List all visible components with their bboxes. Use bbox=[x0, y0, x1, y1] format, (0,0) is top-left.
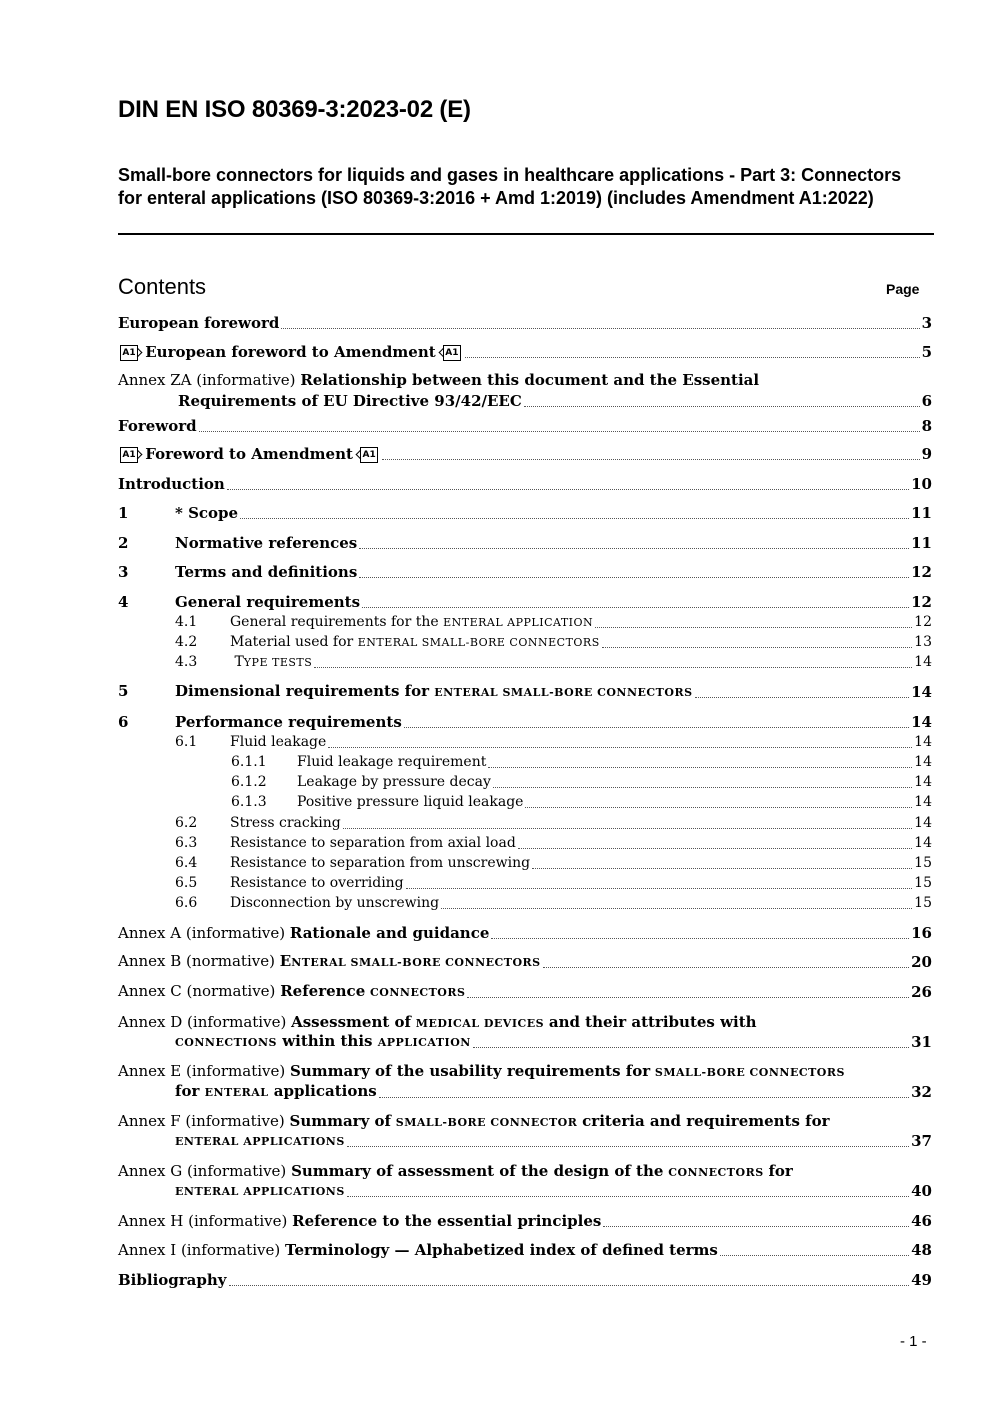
leader-dots bbox=[379, 1097, 909, 1098]
leader-dots bbox=[518, 848, 912, 849]
leader-dots bbox=[441, 908, 912, 909]
leader-dots bbox=[199, 431, 920, 432]
toc-entry-section-6-2[interactable]: 6.2 Stress cracking 14 bbox=[175, 815, 932, 831]
toc-entry-section-3[interactable]: 3 Terms and definitions 12 bbox=[118, 563, 932, 581]
leader-dots bbox=[359, 548, 909, 549]
leader-dots bbox=[382, 459, 919, 460]
toc-entry-annex-g[interactable]: ENTERAL APPLICATIONS 40 bbox=[175, 1182, 932, 1200]
toc-entry-annex-d[interactable]: CONNECTIONS within this APPLICATION 31 bbox=[175, 1032, 932, 1051]
leader-dots bbox=[240, 518, 909, 519]
toc-entry-annex-e-line1[interactable]: Annex E (informative) Summary of the usability requirements for SMALL-BORE CONNECTORS bbox=[118, 1062, 845, 1080]
toc-entry-annex-h[interactable]: Annex H (informative) Reference to the essential principles 46 bbox=[118, 1212, 932, 1230]
amendment-start-flag-icon: A1 bbox=[120, 447, 138, 463]
leader-dots bbox=[347, 1196, 909, 1197]
amendment-start-flag-icon: A1 bbox=[120, 345, 138, 361]
leader-dots bbox=[602, 647, 912, 648]
leader-dots bbox=[406, 888, 913, 889]
leader-dots bbox=[543, 967, 910, 968]
toc-entry-annex-g-line1[interactable]: Annex G (informative) Summary of assessment of the design of the CONNECTORS for bbox=[118, 1162, 793, 1180]
toc-entry-introduction[interactable]: Introduction 10 bbox=[118, 475, 932, 493]
toc-entry-section-6-1-3[interactable]: 6.1.3 Positive pressure liquid leakage 14 bbox=[231, 794, 932, 810]
leader-dots bbox=[695, 697, 910, 698]
leader-dots bbox=[229, 1285, 910, 1286]
leader-dots bbox=[314, 667, 912, 668]
toc-entry-european-foreword-amendment[interactable]: A1 European foreword to Amendment A1 5 bbox=[118, 342, 932, 363]
leader-dots bbox=[359, 577, 909, 578]
toc-entry-section-6-1-1[interactable]: 6.1.1 Fluid leakage requirement 14 bbox=[231, 754, 932, 770]
toc-entry-annex-e[interactable]: for ENTERAL applications 32 bbox=[175, 1082, 932, 1101]
amendment-end-flag-icon: A1 bbox=[443, 345, 461, 361]
toc-entry-section-2[interactable]: 2 Normative references 11 bbox=[118, 534, 932, 552]
leader-dots bbox=[488, 767, 912, 768]
toc-entry-annex-i[interactable]: Annex I (informative) Terminology — Alphabetized index of defined terms 48 bbox=[118, 1241, 932, 1259]
toc-entry-annex-f-line1[interactable]: Annex F (informative) Summary of SMALL-BORE CONNECTOR criteria and requirements for bbox=[118, 1112, 830, 1130]
leader-dots bbox=[532, 868, 912, 869]
leader-dots bbox=[328, 747, 912, 748]
toc-entry-foreword-amendment[interactable]: A1 Foreword to Amendment A1 9 bbox=[118, 444, 932, 465]
toc-entry-section-6-3[interactable]: 6.3 Resistance to separation from axial load 14 bbox=[175, 835, 932, 851]
toc-entry-foreword[interactable]: Foreword 8 bbox=[118, 417, 932, 435]
toc-entry-section-4-3[interactable]: 4.3 TYPE TESTS 14 bbox=[175, 654, 932, 670]
toc-entry-annex-za-line1[interactable]: Annex ZA (informative) Relationship between this document and the Essential bbox=[118, 371, 760, 389]
leader-dots bbox=[467, 997, 909, 998]
toc-entry-section-6-1-2[interactable]: 6.1.2 Leakage by pressure decay 14 bbox=[231, 774, 932, 790]
leader-dots bbox=[227, 489, 909, 490]
toc-entry-annex-f[interactable]: ENTERAL APPLICATIONS 37 bbox=[175, 1132, 932, 1150]
document-title: DIN EN ISO 80369-3:2023-02 (E) bbox=[118, 96, 471, 123]
leader-dots bbox=[281, 328, 919, 329]
leader-dots bbox=[347, 1146, 909, 1147]
toc-entry-annex-d-line1[interactable]: Annex D (informative) Assessment of MEDICAL DEVICES and their attributes with bbox=[118, 1013, 757, 1031]
toc-entry-european-foreword[interactable]: European foreword 3 bbox=[118, 314, 932, 332]
toc-entry-section-6-6[interactable]: 6.6 Disconnection by unscrewing 15 bbox=[175, 895, 932, 911]
leader-dots bbox=[720, 1255, 909, 1256]
toc-entry-annex-c[interactable]: Annex C (normative) Reference CONNECTORS 26 bbox=[118, 982, 932, 1001]
toc-entry-annex-b[interactable]: Annex B (normative) ENTERAL SMALL-BORE CONNECTORS 20 bbox=[118, 952, 932, 971]
contents-heading: Contents bbox=[118, 274, 207, 299]
leader-dots bbox=[404, 727, 909, 728]
toc-entry-annex-za[interactable]: Requirements of EU Directive 93/42/EEC 6 bbox=[178, 392, 932, 410]
document-subtitle: Small-bore connectors for liquids and gases in healthcare applications - Part 3: Connectors for enteral applications (ISO 80369-3:2016 + Amd 1:2019) (includes Amendment A1:2022) bbox=[118, 165, 902, 208]
page-number: - 1 - bbox=[900, 1333, 927, 1350]
page-column-heading: Page bbox=[886, 281, 920, 297]
toc-entry-section-6-4[interactable]: 6.4 Resistance to separation from unscrewing 15 bbox=[175, 855, 932, 871]
toc-entry-section-4-2[interactable]: 4.2 Material used for ENTERAL SMALL-BORE CONNECTORS 13 bbox=[175, 634, 932, 650]
leader-dots bbox=[525, 807, 912, 808]
leader-dots bbox=[595, 627, 912, 628]
toc-entry-section-5[interactable]: 5 Dimensional requirements for ENTERAL SMALL-BORE CONNECTORS 14 bbox=[118, 682, 932, 701]
toc-entry-section-6[interactable]: 6 Performance requirements 14 bbox=[118, 713, 932, 731]
title-divider bbox=[118, 233, 934, 235]
leader-dots bbox=[491, 938, 909, 939]
leader-dots bbox=[524, 406, 920, 407]
toc-entry-bibliography[interactable]: Bibliography 49 bbox=[118, 1271, 932, 1289]
leader-dots bbox=[362, 607, 909, 608]
toc-entry-section-4-1[interactable]: 4.1 General requirements for the ENTERAL APPLICATION 12 bbox=[175, 614, 932, 630]
toc-entry-section-4[interactable]: 4 General requirements 12 bbox=[118, 593, 932, 611]
toc-entry-section-1[interactable]: 1 * Scope 11 bbox=[118, 504, 932, 522]
amendment-end-flag-icon: A1 bbox=[360, 447, 378, 463]
leader-dots bbox=[493, 787, 912, 788]
leader-dots bbox=[603, 1226, 909, 1227]
leader-dots bbox=[465, 357, 920, 358]
toc-entry-section-6-1[interactable]: 6.1 Fluid leakage 14 bbox=[175, 734, 932, 750]
toc-entry-annex-a[interactable]: Annex A (informative) Rationale and guidance 16 bbox=[118, 924, 932, 942]
toc-entry-section-6-5[interactable]: 6.5 Resistance to overriding 15 bbox=[175, 875, 932, 891]
leader-dots bbox=[473, 1047, 909, 1048]
leader-dots bbox=[343, 828, 912, 829]
